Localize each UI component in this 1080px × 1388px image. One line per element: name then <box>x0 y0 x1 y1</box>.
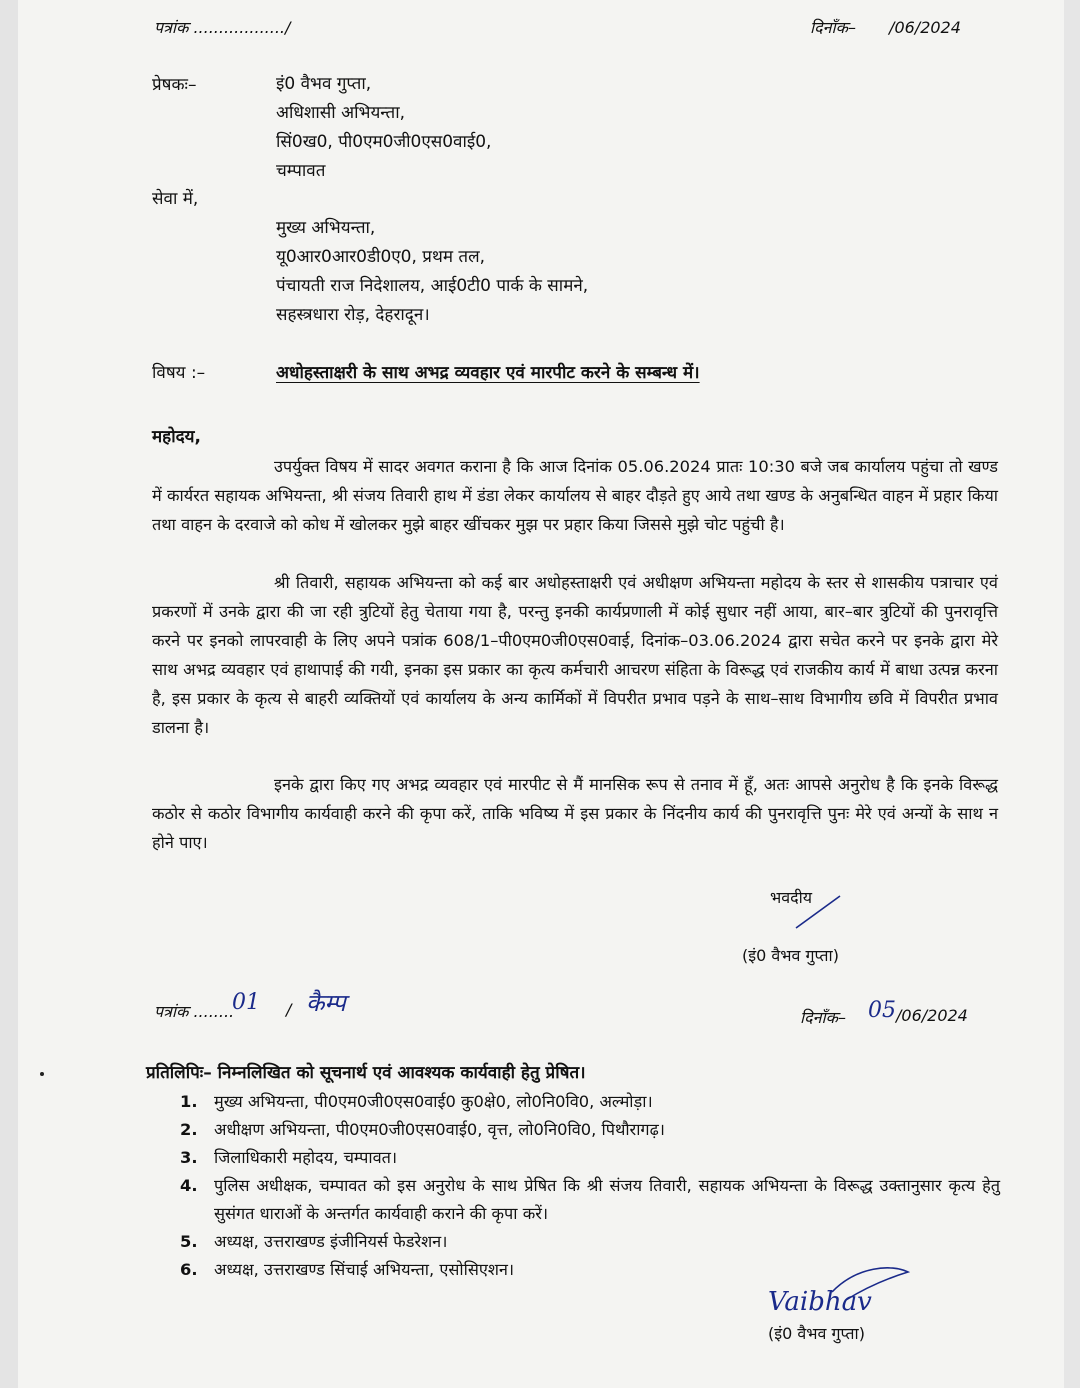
initial-stroke <box>792 892 844 932</box>
copy-item-text: अध्यक्ष, उत्तराखण्ड इंजीनियर्स फेडरेशन। <box>214 1232 448 1251</box>
copy-list-item <box>180 1172 1000 1228</box>
copy-item-number: 5. <box>180 1232 198 1251</box>
copy-item-number: 4. <box>180 1176 198 1195</box>
copy-item-text: जिलाधिकारी महोदय, चम्पावत। <box>214 1148 398 1167</box>
recipient-address <box>276 214 588 330</box>
ref-dots: .................. <box>193 18 285 37</box>
footer-date-label: दिनाँक– <box>800 1008 846 1027</box>
copy-list-item <box>180 1228 1000 1256</box>
copy-item-text: अध्यक्ष, उत्तराखण्ड सिंचाई अभियन्ता, एसोसिएशन। <box>214 1260 515 1279</box>
date-value: /06/2024 <box>889 18 961 37</box>
recipient-line: पंचायती राज निदेशालय, आई0टी0 पार्क के सामने, <box>276 276 589 296</box>
sender-address <box>276 70 491 186</box>
signature-graphic <box>762 1256 922 1326</box>
sender-line: इं0 वैभव गुप्ता, <box>276 74 372 94</box>
ref-slash: / <box>285 18 291 37</box>
copy-list-item <box>180 1116 1000 1144</box>
closing-name: (इं0 वैभव गुप्ता) <box>742 946 839 965</box>
footer-ref-label: पत्रांक <box>154 1002 189 1021</box>
footer-date-rest: /06/2024 <box>896 1006 968 1025</box>
subject-label: विषय :– <box>152 363 206 383</box>
sender-line: अधिशासी अभियन्ता, <box>276 103 406 123</box>
footer-ref-suffix: कैम्प <box>306 989 346 1017</box>
copy-item-text: मुख्य अभियन्ता, पी0एम0जी0एस0वाई0 कु0क्षे0, लो0नि0वि0, अल्मोड़ा। <box>214 1092 653 1111</box>
footer-ref-slash: / <box>286 1000 292 1019</box>
copy-item-number: 1. <box>180 1092 198 1111</box>
ref-label: पत्रांक <box>154 18 189 37</box>
scan-speck <box>40 1072 44 1076</box>
sender-line: सिं0ख0, पी0एम0जी0एस0वाई0, <box>276 132 492 152</box>
copy-list-item <box>180 1144 1000 1172</box>
body-paragraph-2: श्री तिवारी, सहायक अभियन्ता को कई बार अधोहस्ताक्षरी एवं अधीक्षण अभियन्ता महोदय के स्तर से शासकीय पत्राचार एवं प्रकरणों में उनके द्वारा की जा रही त्रुटियों हेतु चेताया गया है, परन्तु इनकी कार्यप्रणाली में कोई सुधार नहीं आया, बार–बार त्रुटियों की पुनरावृत्ति करने पर इनको लापरवाही के लिए अपने पत्रांक 608/1–पी0एम0जी0एस0वाई, दिनांक–03.06.2024 द्वारा सचेत करने पर इनके द्वारा मेरे साथ अभद्र व्यवहार एवं हाथापाई की गयी, इनका इस प्रकार का कृत्य कर्मचारी आचरण संहिता के विरूद्ध एवं राजकीय कार्य में बाधा उत्पन्न करना है, इस प्रकार के कृत्य से बाहरी व्यक्तियों एवं कार्यालय के अन्य कार्मिकों में विपरीत प्रभाव पड़ने के साथ–साथ विभागीय छवि में विपरीत प्रभाव डालना है। <box>152 573 998 737</box>
recipient-line: सहस्त्रधारा रोड़, देहरादून। <box>276 305 430 325</box>
subject-text: अधोहस्ताक्षरी के साथ अभद्र व्यवहार एवं मारपीट करने के सम्बन्ध में। <box>276 363 700 383</box>
footer-ref-number: 01 <box>232 990 260 1015</box>
copy-item-number: 3. <box>180 1148 198 1167</box>
date-label: दिनाँक– <box>810 18 856 37</box>
copy-heading: प्रतिलिपिः– निम्नलिखित को सूचनार्थ एवं आवश्यक कार्यवाही हेतु प्रेषित। <box>146 1063 586 1083</box>
signature-text: Vaibhav <box>768 1287 872 1317</box>
recipient-line: मुख्य अभियन्ता, <box>276 218 376 238</box>
scan-edge-right <box>1064 0 1080 1388</box>
scan-edge-left <box>0 0 18 1388</box>
copy-list-item <box>180 1088 1000 1116</box>
header-date <box>810 16 961 38</box>
body-paragraph-3: इनके द्वारा किए गए अभद्र व्यवहार एवं मारपीट से मैं मानसिक रूप से तनाव में हूँ, अतः आपसे अनुरोध है कि इनके विरूद्ध कठोर से कठोर विभागीय कार्यवाही करने की कृपा करें, ताकि भविष्य में इस प्रकार के निंदनीय कार्य की पुनरावृत्ति पुनः मेरे एवं अन्यों के साथ न होने पाए। <box>152 775 998 852</box>
signature-name: (इं0 वैभव गुप्ता) <box>768 1324 865 1343</box>
copy-item-number: 2. <box>180 1120 198 1139</box>
header-ref <box>154 16 290 38</box>
sender-label: प्रेषकः– <box>152 75 197 95</box>
sender-line: चम्पावत <box>276 161 326 181</box>
footer-ref <box>154 1000 234 1022</box>
copy-item-number: 6. <box>180 1260 198 1279</box>
salutation: महोदय, <box>152 427 201 447</box>
body-paragraph-1: उपर्युक्त विषय में सादर अवगत कराना है कि आज दिनांक 05.06.2024 प्रातः 10:30 बजे जब कार्यालय पहुंचा तो खण्ड में कार्यरत सहायक अभियन्ता, श्री संजय तिवारी हाथ में डंडा लेकर कार्यालय से बाहर दौड़ते हुए आये तथा खण्ड के अनुबन्धित वाहन में प्रहार किया तथा वाहन के दरवाजे को कोध में खोलकर मुझे बाहर खींचकर मुझ पर प्रहार किया जिससे मुझे चोट पहुंची है। <box>152 457 998 534</box>
footer-date-day: 05 <box>868 998 896 1023</box>
copy-item-text: पुलिस अधीक्षक, चम्पावत को इस अनुरोध के साथ प्रेषित कि श्री संजय तिवारी, सहायक अभियन्ता के विरूद्ध उक्तानुसार कृत्य हेतु सुसंगत धाराओं के अन्तर्गत कार्यवाही कराने की कृपा करें। <box>214 1176 1000 1223</box>
footer-ref-dots: ........ <box>193 1002 235 1021</box>
copy-list <box>180 1088 1000 1284</box>
recipient-line: यू0आर0आर0डी0ए0, प्रथम तल, <box>276 247 486 267</box>
closing-yours: भवदीय <box>770 888 813 907</box>
copy-item-text: अधीक्षण अभियन्ता, पी0एम0जी0एस0वाई0, वृत्त, लो0नि0वि0, पिथौरागढ़। <box>214 1120 665 1139</box>
recipient-label: सेवा में, <box>152 189 199 209</box>
